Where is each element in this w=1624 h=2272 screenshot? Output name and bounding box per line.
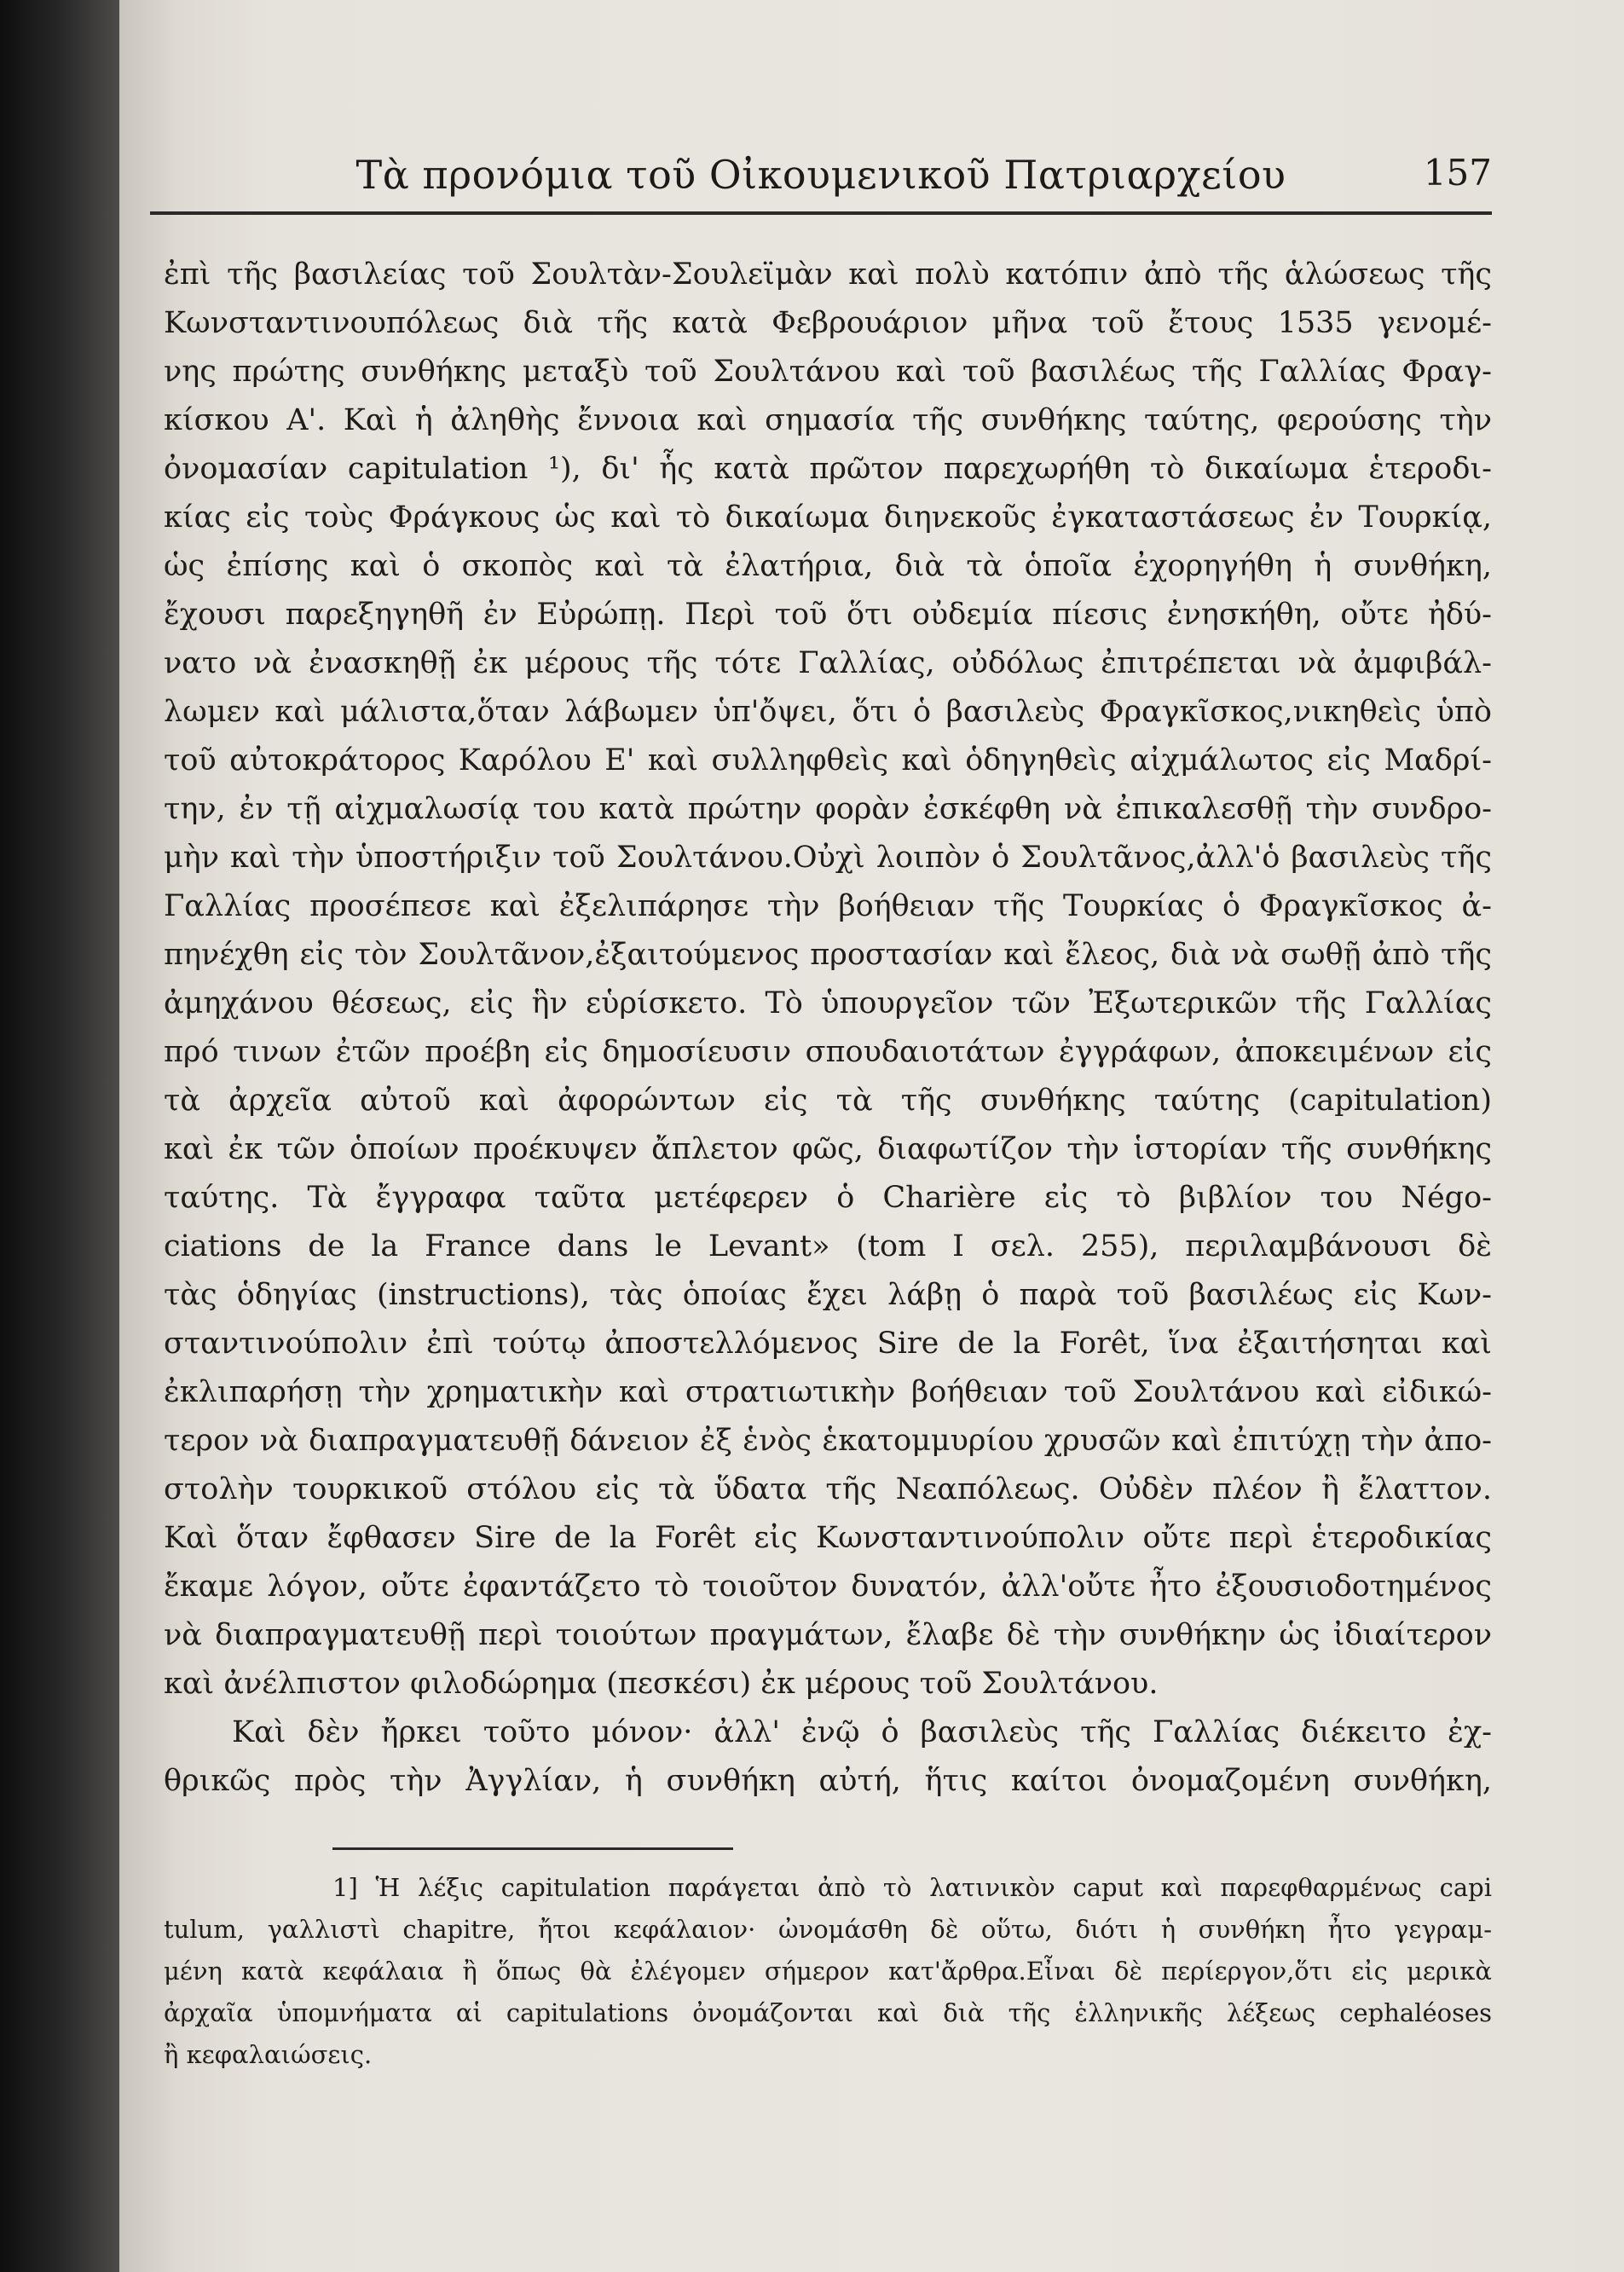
paragraph-end-line: καὶ ἀνέλπιστον φιλοδώρημα (πεσκέσι) ἐκ μέρους τοῦ Σουλτάνου. <box>164 1667 1159 1701</box>
header-rule <box>150 211 1492 215</box>
text-line: κίσκου Α'. Καὶ ἡ ἀληθὴς ἔννοια καὶ σημασία τῆς συνθήκης ταύτης, φερούσης τὴν <box>164 403 1492 437</box>
text-line: ἔκαμε λόγον, οὔτε ἐφαντάζετο τὸ τοιοῦτον δυνατόν, ἀλλ'οὔτε ἦτο ἐξουσιοδοτημένος <box>164 1570 1492 1604</box>
text-line: σταντινούπολιν ἐπὶ τούτῳ ἀποστελλόμενος Sire de la Forêt, ἵνα ἐξαιτήσηται καὶ <box>164 1327 1492 1361</box>
text-line: ὀνομασίαν capitulation ¹), δι' ἧς κατὰ πρῶτον παρεχωρήθη τὸ δικαίωμα ἑτεροδι- <box>164 452 1492 486</box>
text-line: τὰς ὁδηγίας (instructions), τὰς ὁποίας ἔχει λάβῃ ὁ παρὰ τοῦ βασιλέως εἰς Κων- <box>164 1278 1492 1312</box>
footnote-line: ἢ κεφαλαιώσεις. <box>164 2040 373 2069</box>
text-line: τερον νὰ διαπραγματευθῇ δάνειον ἐξ ἑνὸς ἑκατομμυρίου χρυσῶν καὶ ἐπιτύχῃ τὴν ἀπο- <box>164 1424 1492 1458</box>
text-line: Καὶ ὅταν ἔφθασεν Sire de la Forêt εἰς Κωνσταντινούπολιν οὔτε περὶ ἑτεροδικίας <box>164 1521 1492 1555</box>
text-line: ἔχουσι παρεξηγηθῆ ἐν Εὐρώπῃ. Περὶ τοῦ ὅτι οὐδεμία πίεσις ἐνησκήθη, οὔτε ἠδύ- <box>164 598 1492 632</box>
body-text <box>164 251 1492 1806</box>
footnote <box>164 1867 1492 2076</box>
text-line: πρό τινων ἐτῶν προέβη εἰς δημοσίευσιν σπουδαιοτάτων ἐγγράφων, ἀποκειμένων εἰς <box>164 1035 1492 1069</box>
text-line: τοῦ αὐτοκράτορος Καρόλου Ε' καὶ συλληφθεὶς καὶ ὁδηγηθεὶς αἰχμάλωτος εἰς Μαδρί- <box>164 743 1492 778</box>
text-line: μὴν καὶ τὴν ὑποστήριξιν τοῦ Σουλτάνου.Οὐχὶ λοιπὸν ὁ Σουλτᾶνος,ἀλλ'ὁ βασιλεὺς τῆς <box>164 841 1492 875</box>
footnote-line: tulum, γαλλιστὶ chapitre, ἤτοι κεφάλαιον· ὠνομάσθη δὲ οὕτω, διότι ἡ συνθήκη ἦτο γεγραμ- <box>164 1915 1492 1944</box>
footnote-rule <box>332 1847 733 1850</box>
page-number: 157 <box>1423 152 1492 194</box>
footnote-line: ἀρχαῖα ὑπομνήματα αἱ capitulations ὀνομάζονται καὶ διὰ τῆς ἑλληνικῆς λέξεως cephaléoses <box>164 1998 1492 2027</box>
text-line: κίας εἰς τοὺς Φράγκους ὡς καὶ τὸ δικαίωμα διηνεκοῦς ἐγκαταστάσεως ἐν Τουρκίᾳ, <box>164 500 1492 535</box>
text-line: στολὴν τουρκικοῦ στόλου εἰς τὰ ὕδατα τῆς Νεαπόλεως. Οὐδὲν πλέον ἢ ἔλαττον. <box>164 1472 1492 1506</box>
text-line: ἐπὶ τῆς βασιλείας τοῦ Σουλτὰν-Σουλεϊμὰν καὶ πολὺ κατόπιν ἀπὸ τῆς ἁλώσεως τῆς <box>164 257 1492 292</box>
text-line: Γαλλίας προσέπεσε καὶ ἐξελιπάρησε τὴν βοήθειαν τῆς Τουρκίας ὁ Φραγκῖσκος ἀ- <box>164 889 1492 923</box>
text-line: ciations de la France dans le Levant» (tom I σελ. 255), περιλαμβάνουσι δὲ <box>164 1229 1492 1263</box>
text-line: νατο νὰ ἐνασκηθῇ ἐκ μέρους τῆς τότε Γαλλίας, οὐδόλως ἐπιτρέπεται νὰ ἀμφιβάλ- <box>164 646 1492 680</box>
text-line: την, ἐν τῇ αἰχμαλωσίᾳ του κατὰ πρώτην φορὰν ἐσκέφθη νὰ ἐπικαλεσθῇ τὴν συνδρο- <box>164 792 1492 826</box>
text-line: νης πρώτης συνθήκης μεταξὺ τοῦ Σουλτάνου καὶ τοῦ βασιλέως τῆς Γαλλίας Φραγ- <box>164 355 1492 389</box>
footnote-line: μένη κατὰ κεφάλαια ἢ ὅπως θὰ ἐλέγομεν σήμερον κατ'ἄρθρα.Εἶναι δὲ περίεργον,ὅτι εἰς μερικὰ <box>164 1957 1492 1986</box>
text-line: καὶ ἐκ τῶν ὁποίων προέκυψεν ἄπλετον φῶς, διαφωτίζον τὴν ἱστορίαν τῆς συνθήκης <box>164 1132 1492 1166</box>
paragraph-start-line: Καὶ δὲν ἤρκει τοῦτο μόνον· ἀλλ' ἐνῷ ὁ βασιλεὺς τῆς Γαλλίας διέκειτο ἐχ- <box>232 1715 1492 1749</box>
text-line: νὰ διαπραγματευθῇ περὶ τοιούτων πραγμάτων, ἔλαβε δὲ τὴν συνθήκην ὡς ἰδιαίτερον <box>164 1618 1492 1652</box>
text-line: τὰ ἀρχεῖα αὐτοῦ καὶ ἀφορώντων εἰς τὰ τῆς συνθήκης ταύτης (capitulation) <box>164 1084 1492 1118</box>
text-line: θρικῶς πρὸς τὴν Ἀγγλίαν, ἡ συνθήκη αὐτή, ἥτις καίτοι ὀνομαζομένη συνθήκη, <box>164 1764 1492 1798</box>
running-head <box>150 145 1492 206</box>
text-line: πηνέχθη εἰς τὸν Σουλτᾶνον,ἐξαιτούμενος προστασίαν καὶ ἔλεος, διὰ νὰ σωθῇ ἀπὸ τῆς <box>164 938 1492 972</box>
text-line: ὡς ἐπίσης καὶ ὁ σκοπὸς καὶ τὰ ἐλατήρια, διὰ τὰ ὁποῖα ἐχορηγήθη ἡ συνθήκη, <box>164 549 1492 583</box>
text-line: Κωνσταντινουπόλεως διὰ τῆς κατὰ Φεβρουάριον μῆνα τοῦ ἔτους 1535 γενομέ- <box>164 306 1492 340</box>
footnote-line: 1] Ἡ λέξις capitulation παράγεται ἀπὸ τὸ λατινικὸν caput καὶ παρεφθαρμένως capi <box>332 1873 1492 1902</box>
text-line: ταύτης. Τὰ ἔγγραφα ταῦτα μετέφερεν ὁ Charière εἰς τὸ βιβλίον του Négo- <box>164 1181 1492 1215</box>
running-title: Τὰ προνόμια τοῦ Οἰκουμενικοῦ Πατριαρχείου <box>355 152 1286 198</box>
text-line: ἀμηχάνου θέσεως, εἰς ἣν εὑρίσκετο. Τὸ ὑπουργεῖον τῶν Ἐξωτερικῶν τῆς Γαλλίας <box>164 986 1492 1020</box>
text-line: λωμεν καὶ μάλιστα,ὅταν λάβωμεν ὑπ'ὄψει, ὅτι ὁ βασιλεὺς Φραγκῖσκος,νικηθεὶς ὑπὸ <box>164 695 1492 729</box>
text-line: ἐκλιπαρήσῃ τὴν χρηματικὴν καὶ στρατιωτικὴν βοήθειαν τοῦ Σουλτάνου καὶ εἰδικώ- <box>164 1375 1492 1409</box>
